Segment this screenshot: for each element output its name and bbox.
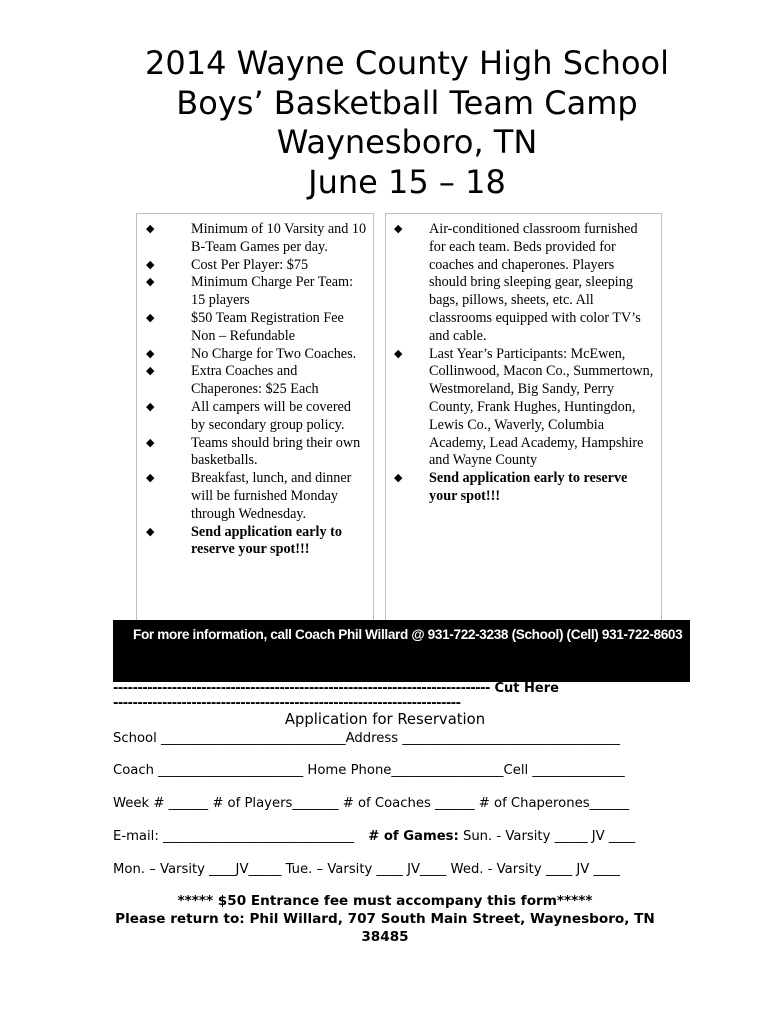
- weekday-games-row[interactable]: Mon. – Varsity ____JV_____ Tue. – Varsity ____ JV____ Wed. - Varsity ____ JV ____: [113, 862, 620, 877]
- list-item: ◆ Extra Coaches and Chaperones: $25 Each: [146, 363, 319, 398]
- list-item: ◆ Send application early to reserve your spot!!!: [146, 523, 342, 558]
- camp-details-list: [146, 221, 367, 559]
- list-item: ◆ Breakfast, lunch, and dinner will be furnished Monday through Wednesday.: [146, 470, 352, 522]
- list-item: ◆ Last Year’s Participants: McEwen, Collinwood, Macon Co., Summertown, Westmoreland, Big Sandy, Perry County, Frank Hughes, Huntingdon, Lewis Co., Waverly, Columbia Academy, Lead Academy, Hampshire and Wayne County: [394, 345, 654, 469]
- contact-info-text: For more information, call Coach Phil Willard @ 931-722-3238 (School) (Cell) 931-722-8603: [133, 627, 683, 642]
- diamond-bullet-icon: ◆: [146, 525, 155, 538]
- diamond-bullet-icon: ◆: [146, 400, 155, 413]
- camp-details-box: [136, 213, 374, 621]
- diamond-bullet-icon: ◆: [146, 436, 155, 449]
- list-item: ◆ Teams should bring their own basketballs.: [146, 434, 361, 469]
- email-games-row: [113, 829, 635, 845]
- return-address: Please return to: Phil Willard, 707 South Main Street, Waynesboro, TN: [115, 911, 655, 927]
- application-title: Application for Reservation: [284, 711, 486, 728]
- diamond-bullet-icon: ◆: [146, 365, 155, 378]
- title-line-dates: June 15 – 18: [308, 162, 506, 201]
- cell-field[interactable]: ______________: [532, 763, 625, 778]
- list-item: ◆ Cost Per Player: $75: [146, 256, 309, 273]
- email-label: E-mail:: [113, 829, 163, 844]
- title-line-school: 2014 Wayne County High School: [145, 44, 669, 82]
- diamond-bullet-icon: ◆: [146, 347, 155, 360]
- diamond-bullet-icon: ◆: [146, 311, 155, 324]
- home-phone-field[interactable]: _________________: [391, 763, 504, 778]
- diamond-bullet-icon: ◆: [394, 472, 403, 485]
- week-players-row[interactable]: Week # ______ # of Players_______ # of Coaches ______ # of Chaperones______: [113, 796, 630, 811]
- entrance-fee-notice: ***** $50 Entrance fee must accompany this form*****: [177, 893, 593, 909]
- sunday-games-fields[interactable]: Sun. - Varsity _____ JV ____: [458, 829, 636, 844]
- list-item: ◆ Minimum of 10 Varsity and 10 B-Team Games per day.: [146, 221, 367, 255]
- diamond-bullet-icon: ◆: [146, 472, 155, 485]
- address-field[interactable]: _________________________________: [402, 731, 620, 746]
- return-zip: 38485: [361, 929, 409, 945]
- cut-here-label: Cut Here: [489, 681, 559, 696]
- diamond-bullet-icon: ◆: [394, 223, 403, 235]
- coach-phone-row: [113, 763, 625, 779]
- home-phone-label: Home Phone: [303, 763, 392, 778]
- diamond-bullet-icon: ◆: [394, 347, 403, 360]
- school-field[interactable]: ____________________________: [160, 731, 346, 746]
- list-item: ◆ Send application early to reserve your spot!!!: [394, 470, 628, 504]
- coach-label: Coach: [113, 763, 159, 778]
- cut-line-continuation: -----------------------------------------------------------------------: [113, 696, 461, 711]
- camp-facilities-list: [394, 221, 655, 506]
- cell-label: Cell: [503, 763, 533, 778]
- coach-field[interactable]: ______________________: [158, 763, 304, 778]
- diamond-bullet-icon: ◆: [146, 258, 155, 271]
- list-item: ◆ No Charge for Two Coaches.: [146, 345, 357, 362]
- camp-facilities-box: [385, 213, 662, 621]
- email-field[interactable]: _____________________________: [162, 829, 355, 844]
- address-label: Address: [345, 731, 403, 746]
- cut-here-line: ----------------------------------------------------------------------------- Cut Here: [113, 681, 559, 696]
- title-line-camp: Boys’ Basketball Team Camp: [176, 83, 638, 122]
- list-item: ◆ Minimum Charge Per Team: 15 players: [146, 274, 354, 309]
- school-label: School: [113, 731, 161, 746]
- diamond-bullet-icon: ◆: [146, 223, 155, 235]
- list-item: ◆ Air-conditioned classroom furnished for each team. Beds provided for coaches and chaperones. Players should bring sleeping gear, sleeping bags, pillows, sheets, etc. All classrooms equipped with color TV’s and cable.: [394, 221, 641, 344]
- title-line-location: Waynesboro, TN: [276, 123, 538, 161]
- flyer-title: [100, 44, 714, 202]
- contact-banner: [113, 620, 690, 682]
- list-item: ◆ $50 Team Registration Fee Non – Refundable: [146, 309, 344, 344]
- games-label: # of Games:: [368, 829, 459, 844]
- school-address-row: [113, 731, 620, 747]
- diamond-bullet-icon: ◆: [146, 276, 155, 289]
- list-item: ◆ All campers will be covered by secondary group policy.: [146, 398, 351, 433]
